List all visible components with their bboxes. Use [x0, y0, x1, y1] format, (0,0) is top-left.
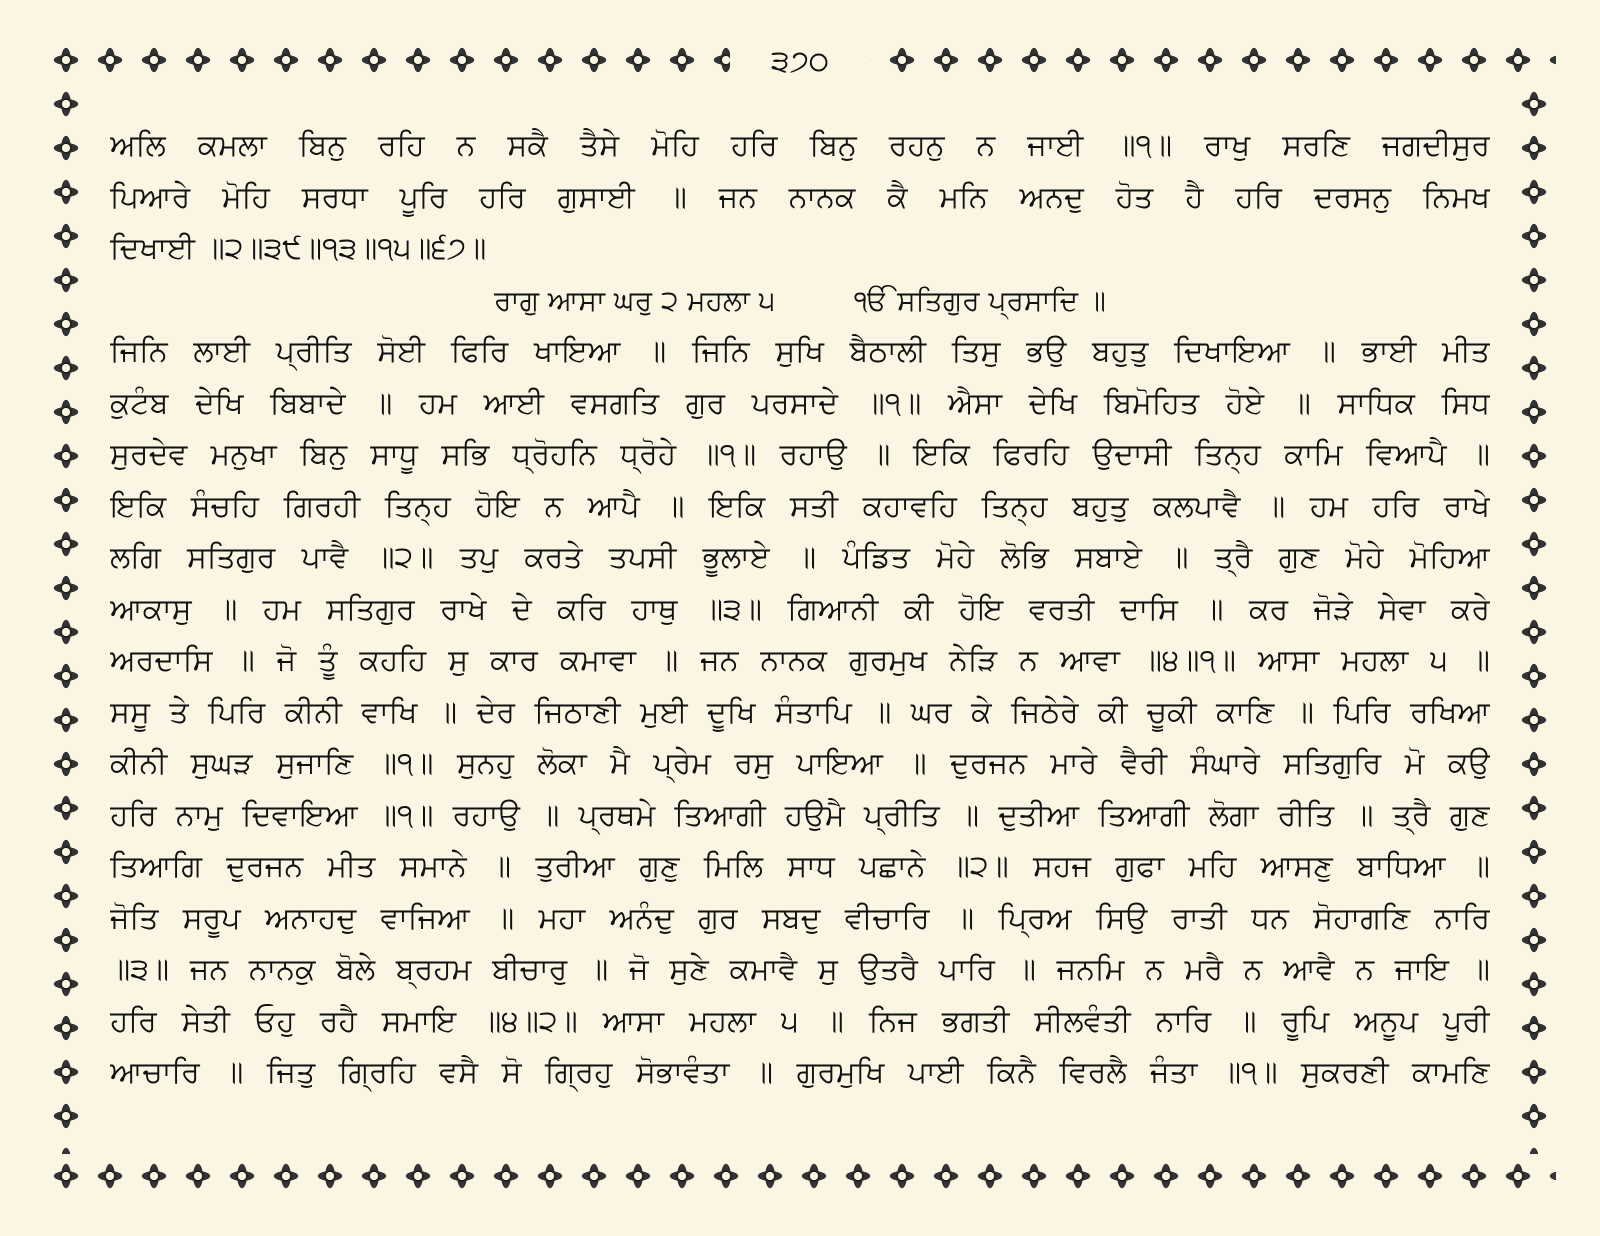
text-line: ਕੀਨੀ ਸੁਘੜ ਸੁਜਾਣਿ ॥੧॥ ਸੁਨਹੁ ਲੋਕਾ ਮੈ ਪ੍ਰੇਮ ਰਸੁ ਪਾਇਆ ॥ ਦੁਰਜਨ ਮਾਰੇ ਵੈਰੀ ਸੰਘਾਰੇ ਸਤਿਗੁਰਿ ਮੋ ਕਉ [110, 746, 1490, 781]
page-number: ੩੭੦ [730, 42, 870, 82]
text-line: ॥੩॥ ਜਨ ਨਾਨਕੁ ਬੋਲੇ ਬ੍ਰਹਮ ਬੀਚਾਰੁ ॥ ਜੋ ਸੁਣੇ ਕਮਾਵੈ ਸੁ ਉਤਰੈ ਪਾਰਿ ॥ ਜਨਮਿ ਨ ਮਰੈ ਨ ਆਵੈ ਨ ਜਾਇ ॥ [110, 952, 1490, 987]
text-line: ਹਰਿ ਨਾਮੁ ਦਿਵਾਇਆ ॥੧॥ ਰਹਾਉ ॥ ਪ੍ਰਥਮੇ ਤਿਆਗੀ ਹਉਮੈ ਪ੍ਰੀਤਿ ॥ ਦੁਤੀਆ ਤਿਆਗੀ ਲੋਗਾ ਰੀਤਿ ॥ ਤ੍ਰੈ ਗੁਣ [110, 797, 1490, 833]
text-line: ਆਚਾਰਿ ॥ ਜਿਤੁ ਗ੍ਰਿਹਿ ਵਸੈ ਸੋ ਗ੍ਰਿਹੁ ਸੋਭਾਵੰਤਾ ॥ ਗੁਰਮੁਖਿ ਪਾਈ ਕਿਨੈ ਵਿਰਲੈ ਜੰਤਾ ॥੧॥ ਸੁਕਰਣੀ ਕਾਮਣਿ [110, 1055, 1490, 1090]
text-line: ਹਰਿ ਸੇਤੀ ਓਹੁ ਰਹੈ ਸਮਾਇ ॥੪॥੨॥ ਆਸਾ ਮਹਲਾ ੫ ॥ ਨਿਜ ਭਗਤੀ ਸੀਲਵੰਤੀ ਨਾਰਿ ॥ ਰੂਪਿ ਅਨੂਪ ਪੂਰੀ [110, 1003, 1490, 1039]
text-line: ਜੋਤਿ ਸਰੂਪ ਅਨਾਹਦੁ ਵਾਜਿਆ ॥ ਮਹਾ ਅਨੰਦੁ ਗੁਰ ਸਬਦੁ ਵੀਚਾਰਿ ॥ ਪ੍ਰਿਅ ਸਿਉ ਰਾਤੀ ਧਨ ਸੋਹਾਗਣਿ ਨਾਰਿ [110, 900, 1490, 936]
text-line: ਅਰਦਾਸਿ ॥ ਜੋ ਤੂੰ ਕਹਹਿ ਸੁ ਕਾਰ ਕਮਾਵਾ ॥ ਜਨ ਨਾਨਕ ਗੁਰਮੁਖ ਨੇੜਿ ਨ ਆਵਾ ॥੪॥੧॥ ਆਸਾ ਮਹਲਾ ੫ ॥ [110, 643, 1490, 678]
raag-heading: ਰਾਗੁ ਆਸਾ ਘਰੁ ੨ ਮਹਲਾ ੫ [494, 283, 776, 317]
text-line: ਲਗਿ ਸਤਿਗੁਰ ਪਾਵੈ ॥੨॥ ਤਪੁ ਕਰਤੇ ਤਪਸੀ ਭੂਲਾਏ ॥ ਪੰਡਿਤ ਮੋਹੇ ਲੋਭਿ ਸਬਾਏ ॥ ਤ੍ਰੈ ਗੁਣ ਮੋਹੇ ਮੋਹਿਆ [110, 540, 1490, 575]
text-line: ਕੁਟੰਬ ਦੇਖਿ ਬਿਬਾਦੇ ॥ ਹਮ ਆਈ ਵਸਗਤਿ ਗੁਰ ਪਰਸਾਦੇ ॥੧॥ ਐਸਾ ਦੇਖਿ ਬਿਮੋਹਿਤ ਹੋਏ ॥ ਸਾਧਿਕ ਸਿਧ [110, 385, 1490, 421]
floral-border-bottom [44, 1154, 1556, 1198]
text-line: ਤਿਆਗਿ ਦੁਰਜਨ ਮੀਤ ਸਮਾਨੇ ॥ ਤੁਰੀਆ ਗੁਣੁ ਮਿਲਿ ਸਾਧ ਪਛਾਨੇ ॥੨॥ ਸਹਜ ਗੁਫਾ ਮਹਿ ਆਸਣੁ ਬਾਧਿਆ ॥ [110, 849, 1490, 884]
text-line: ਇਕਿ ਸੰਚਹਿ ਗਿਰਹੀ ਤਿਨ੍ਹ ਹੋਇ ਨ ਆਪੈ ॥ ਇਕਿ ਸਤੀ ਕਹਾਵਹਿ ਤਿਨ੍ਹ ਬਹੁਤੁ ਕਲਪਾਵੈ ॥ ਹਮ ਹਰਿ ਰਾਖੇ [110, 488, 1490, 524]
text-line: ਸੁਰਦੇਵ ਮਨੁਖਾ ਬਿਨੁ ਸਾਧੂ ਸਭਿ ਧ੍ਰੋਹਨਿ ਧ੍ਰੋਹੇ ॥੧॥ ਰਹਾਉ ॥ ਇਕਿ ਫਿਰਹਿ ਉਦਾਸੀ ਤਿਨ੍ਹ ਕਾਮਿ ਵਿਆਪੈ ॥ [110, 437, 1490, 472]
text-line: ਸਸੂ ਤੇ ਪਿਰਿ ਕੀਨੀ ਵਾਖਿ ॥ ਦੇਰ ਜਿਠਾਣੀ ਮੁਈ ਦੂਖਿ ਸੰਤਾਪਿ ॥ ਘਰ ਕੇ ਜਿਠੇਰੇ ਕੀ ਚੂਕੀ ਕਾਣਿ ॥ ਪਿਰਿ ਰਖਿਆ [110, 694, 1490, 730]
floral-border-right [1512, 82, 1556, 1154]
text-line: ਪਿਆਰੇ ਮੋਹਿ ਸਰਧਾ ਪੂਰਿ ਹਰਿ ਗੁਸਾਈ ॥ ਜਨ ਨਾਨਕ ਕੈ ਮਨਿ ਅਨਦੁ ਹੋਤ ਹੈ ਹਰਿ ਦਰਸਨੁ ਨਿਮਖ [110, 179, 1490, 215]
floral-border-left [44, 82, 88, 1154]
text-line: ਜਿਨਿ ਲਾਈ ਪ੍ਰੀਤਿ ਸੋਈ ਫਿਰਿ ਖਾਇਆ ॥ ਜਿਨਿ ਸੁਖਿ ਬੈਠਾਲੀ ਤਿਸੁ ਭਉ ਬਹੁਤੁ ਦਿਖਾਇਆ ॥ ਭਾਈ ਮੀਤ [110, 334, 1490, 369]
mool-mantar-heading: ੴ ਸਤਿਗੁਰ ਪ੍ਰਸਾਦਿ ॥ [854, 283, 1106, 317]
text-block [110, 120, 1490, 1099]
text-line: ਅਲਿ ਕਮਲਾ ਬਿਨੁ ਰਹਿ ਨ ਸਕੈ ਤੈਸੇ ਮੋਹਿ ਹਰਿ ਬਿਨੁ ਰਹਨੁ ਨ ਜਾਈ ॥੧॥ ਰਾਖੁ ਸਰਣਿ ਜਗਦੀਸੁਰ [110, 128, 1490, 163]
section-heading [110, 275, 1490, 327]
text-line: ਦਿਖਾਈ ॥੨॥੩੯॥੧੩॥੧੫॥੬੭॥ [110, 231, 487, 266]
text-line: ਆਕਾਸੁ ॥ ਹਮ ਸਤਿਗੁਰ ਰਾਖੇ ਦੇ ਕਰਿ ਹਾਥੁ ॥੩॥ ਗਿਆਨੀ ਕੀ ਹੋਇ ਵਰਤੀ ਦਾਸਿ ॥ ਕਰ ਜੋੜੇ ਸੇਵਾ ਕਰੇ [110, 591, 1490, 627]
